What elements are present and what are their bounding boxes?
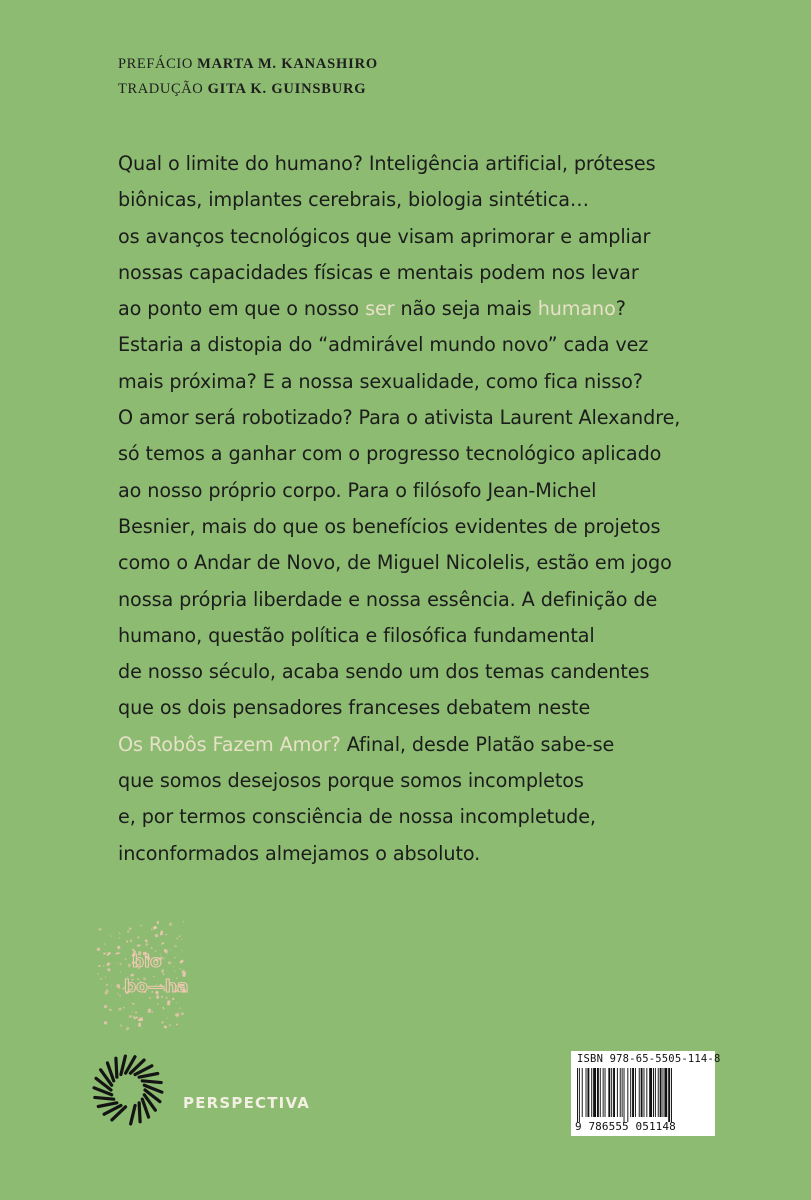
blurb-line: Besnier, mais do que os benefícios evidentes de projetos: [118, 514, 661, 538]
bio-bo-ha-imprint-logo: [92, 915, 192, 1035]
blurb-line: que somos desejosos porque somos incompletos: [118, 769, 584, 793]
blurb-line: de nosso século, acaba sendo um dos temas candentes: [118, 660, 650, 684]
blurb-line: nossas capacidades físicas e mentais podem nos levar: [118, 260, 639, 284]
highlight-humano: humano: [537, 297, 616, 321]
barcode-bars: [575, 1068, 711, 1122]
blurb-line: como o Andar de Novo, de Miguel Nicolelis, estão em jogo: [118, 551, 672, 575]
blurb-line: inconformados almejamos o absoluto.: [118, 841, 481, 865]
blurb-line: e, por termos consciência de nossa incompletude,: [118, 805, 596, 829]
blurb-line: Estaria a distopia do “admirável mundo novo” cada vez: [118, 333, 649, 357]
blurb-line: Qual o limite do humano? Inteligência artificial, próteses: [118, 152, 656, 175]
translation-name: GITA K. GUINSBURG: [207, 81, 367, 97]
credits: [118, 52, 378, 102]
blurb-line: só temos a ganhar com o progresso tecnológico aplicado: [118, 442, 662, 466]
imprint-text-line1: bio: [132, 952, 162, 972]
blurb-text: ao ponto em que o nosso: [118, 297, 366, 321]
isbn-barcode: [571, 1051, 721, 1136]
blurb-line: biônicas, implantes cerebrais, biologia sintética…: [118, 188, 589, 212]
blurb-text: ?: [615, 297, 626, 321]
highlight-book-title: Os Robôs Fazem Amor?: [118, 732, 341, 756]
blurb-line: humano, questão política e filosófica fundamental: [118, 623, 595, 647]
translation-credit: [118, 77, 378, 102]
blurb-line: mais próxima? E a nossa sexualidade, como fica nisso?: [118, 369, 643, 393]
imprint-text-line2: bo—ha: [124, 977, 189, 997]
scattered-particles-icon: [92, 915, 192, 1035]
barcode-digits: 9 786555 051148: [575, 1120, 676, 1133]
sunburst-logo-icon: [90, 1052, 166, 1128]
blurb-text: Afinal, desde Platão sabe-se: [340, 732, 615, 756]
preface-role: PREFÁCIO: [118, 56, 193, 72]
isbn-label: ISBN 978-65-5505-114-8: [577, 1053, 721, 1065]
translation-role: TRADUÇÃO: [118, 81, 204, 97]
blurb-line: [118, 727, 718, 763]
publisher-name: PERSPECTIVA: [183, 1094, 311, 1112]
blurb-line: O amor será robotizado? Para o ativista Laurent Alexandre,: [118, 406, 681, 430]
blurb-line: os avanços tecnológicos que visam aprimorar e ampliar: [118, 224, 651, 248]
preface-name: MARTA M. KANASHIRO: [197, 56, 378, 72]
blurb-text: não seja mais: [394, 297, 538, 321]
blurb-line: ao nosso próprio corpo. Para o filósofo Jean-Michel: [118, 478, 597, 502]
preface-credit: [118, 52, 378, 77]
blurb-line: [118, 291, 718, 327]
back-cover-blurb: [118, 146, 718, 872]
blurb-line: nossa própria liberdade e nossa essência. A definição de: [118, 587, 658, 611]
blurb-line: que os dois pensadores franceses debatem neste: [118, 696, 591, 720]
highlight-ser: ser: [365, 297, 395, 321]
